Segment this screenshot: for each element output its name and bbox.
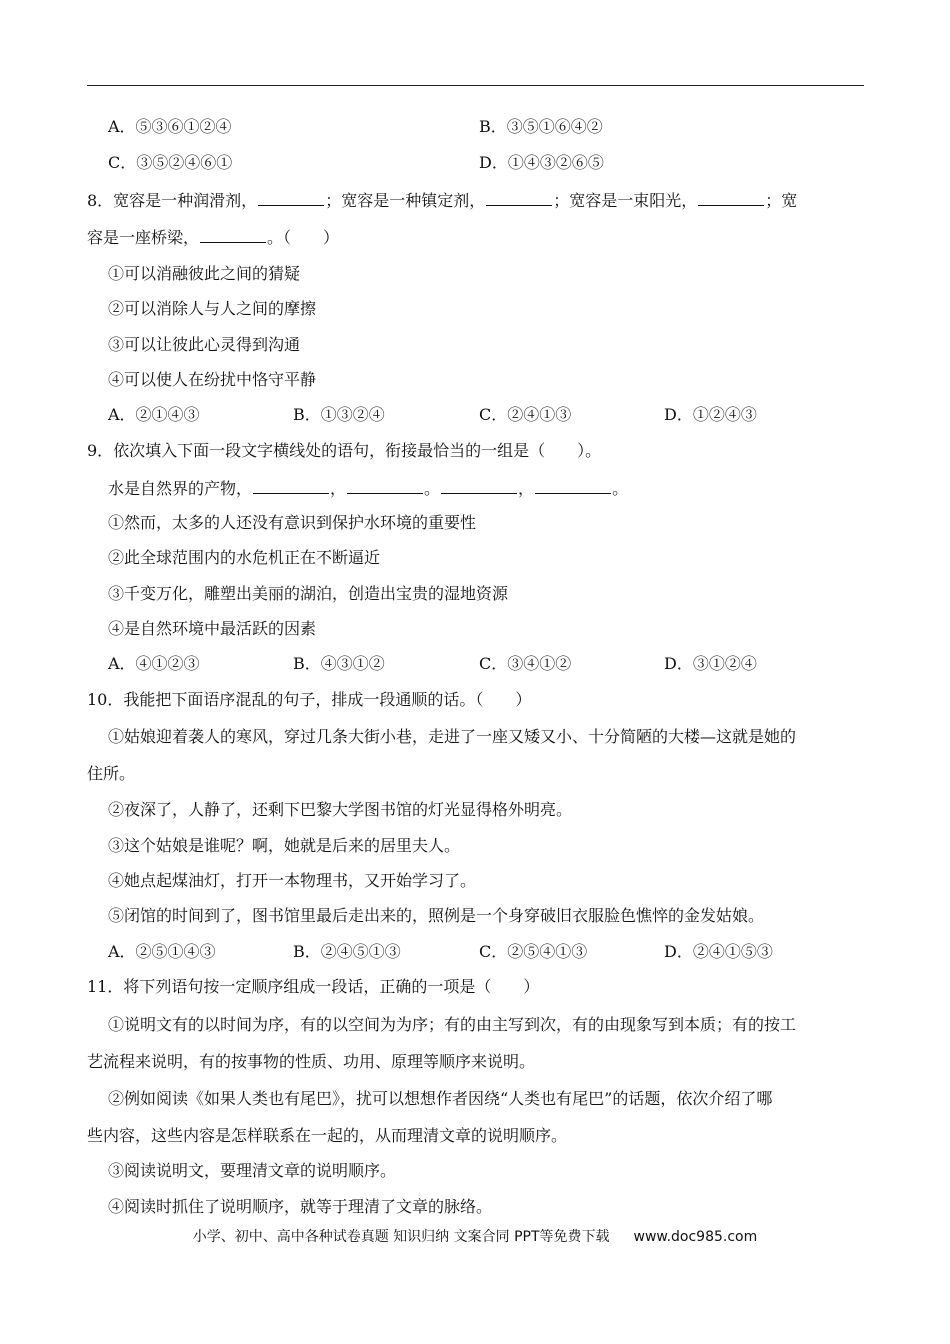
- q8-text-part2: ；宽容是一种镇定剂，: [325, 191, 486, 210]
- q8-option-c: C．②④①③: [479, 405, 572, 424]
- footer-text: 小学、初中、高中各种试卷真题 知识归纳 文案合同 PPT等免费下载: [192, 1229, 610, 1245]
- q9-option-b: B．④③①②: [293, 654, 385, 673]
- q9-option-d: D．③①②④: [664, 654, 757, 673]
- q10-option-c: C．②⑤④①③: [479, 942, 588, 961]
- footer-url[interactable]: www.doc985.com: [633, 1229, 758, 1245]
- q9-item-4: ④是自然环境中最活跃的因素: [108, 619, 317, 638]
- q7-option-b: B．③⑤①⑥④②: [479, 117, 603, 136]
- q10-option-b: B．②④⑤①③: [293, 942, 401, 961]
- q10-option-d: D．②④①⑤③: [664, 942, 773, 961]
- q10-item-5: ⑤闭馆的时间到了，图书馆里最后走出来的，照例是一个身穿破旧衣服脸色憔悴的金发姑娘。: [108, 906, 765, 925]
- q8-blank-3: [698, 190, 764, 206]
- q10-item-4: ④她点起煤油灯，打开一本物理书，又开始学习了。: [108, 871, 477, 890]
- q8-item-3: ③可以让彼此心灵得到沟通: [108, 335, 301, 354]
- q9-passage-part1: 水是自然界的产物，: [108, 479, 253, 498]
- q8-text-part6: 。（ ）: [267, 228, 340, 247]
- q11-item-2-line1: ②例如阅读《如果人类也有尾巴》，扰可以想想作者因绕“人类也有尾巴”的话题，依次介绍了哪: [108, 1089, 773, 1108]
- q11-item-2-line2: 些内容，这些内容是怎样联系在一起的，从而理清文章的说明顺序。: [87, 1126, 568, 1145]
- q11-item-1-line1: ①说明文有的以时间为序，有的以空间为为序；有的由主写到次，有的由现象写到本质；有的按工: [108, 1015, 797, 1034]
- q9-passage-part5: 。: [612, 479, 629, 498]
- q8-stem-line2: [87, 227, 339, 248]
- q9-passage-part4: ，: [518, 479, 535, 498]
- q9-passage: [108, 478, 628, 499]
- q7-option-a: A．⑤③⑥①②④: [108, 117, 232, 136]
- page-footer: [0, 1226, 950, 1246]
- q11-item-3: ③阅读说明文，要理清文章的说明顺序。: [108, 1161, 397, 1180]
- q8-blank-2: [486, 190, 552, 206]
- q8-option-d: D．①②④③: [664, 405, 757, 424]
- q9-blank-4: [535, 478, 611, 494]
- q7-option-c: C．③⑤②④⑥①: [108, 153, 233, 172]
- q10-item-1-line2: 住所。: [87, 764, 136, 783]
- q8-item-2: ②可以消除人与人之间的摩擦: [108, 299, 317, 318]
- q8-text-part4: ；宽: [765, 191, 798, 210]
- q8-text-part1: 8．宽容是一种润滑剂，: [87, 191, 258, 210]
- q10-item-2: ②夜深了，人静了，还剩下巴黎大学图书馆的灯光显得格外明亮。: [108, 800, 573, 819]
- q10-stem: 10．我能把下面语序混乱的句子，排成一段通顺的话。（ ）: [87, 690, 532, 709]
- q9-blank-1: [253, 478, 329, 494]
- q8-option-a: A．②①④③: [108, 405, 200, 424]
- q9-option-c: C．③④①②: [479, 654, 572, 673]
- q10-item-1-line1: ①姑娘迎着袭人的寒风，穿过几条大街小巷，走进了一座又矮又小、十分简陋的大楼—这就是她的: [108, 727, 797, 746]
- q11-item-1-line2: 艺流程来说明，有的按事物的性质、功用、原理等顺序来说明。: [87, 1052, 536, 1071]
- q10-item-3: ③这个姑娘是谁呢？啊，她就是后来的居里夫人。: [108, 836, 461, 855]
- q8-option-b: B．①③②④: [293, 405, 385, 424]
- q8-text-part3: ；宽容是一束阳光，: [553, 191, 698, 210]
- q8-blank-4: [200, 227, 266, 243]
- q9-blank-3: [441, 478, 517, 494]
- q7-option-d: D．①④③②⑥⑤: [479, 153, 604, 172]
- q9-option-a: A．④①②③: [108, 654, 200, 673]
- q9-passage-part2: ，: [330, 479, 347, 498]
- header-rule: [87, 85, 864, 86]
- q9-blank-2: [347, 478, 423, 494]
- q8-item-4: ④可以使人在纷扰中恪守平静: [108, 370, 317, 389]
- q11-item-4: ④阅读时抓住了说明顺序，就等于理清了文章的脉络。: [108, 1197, 493, 1216]
- q9-item-3: ③千变万化，雕塑出美丽的湖泊，创造出宝贵的湿地资源: [108, 584, 509, 603]
- q8-stem-line1: [87, 190, 797, 211]
- q9-stem: 9．依次填入下面一段文字横线处的语句，衔接最恰当的一组是（ ）。: [87, 441, 602, 460]
- q10-option-a: A．②⑤①④③: [108, 942, 216, 961]
- q9-passage-part3: 。: [424, 479, 441, 498]
- q11-stem: 11．将下列语句按一定顺序组成一段话，正确的一项是（ ）: [87, 977, 540, 996]
- q8-text-part5: 容是一座桥梁，: [87, 228, 200, 247]
- q8-blank-1: [258, 190, 324, 206]
- q9-item-1: ①然而，太多的人还没有意识到保护水环境的重要性: [108, 513, 477, 532]
- q9-item-2: ②此全球范围内的水危机正在不断逼近: [108, 548, 381, 567]
- q8-item-1: ①可以消融彼此之间的猜疑: [108, 264, 301, 283]
